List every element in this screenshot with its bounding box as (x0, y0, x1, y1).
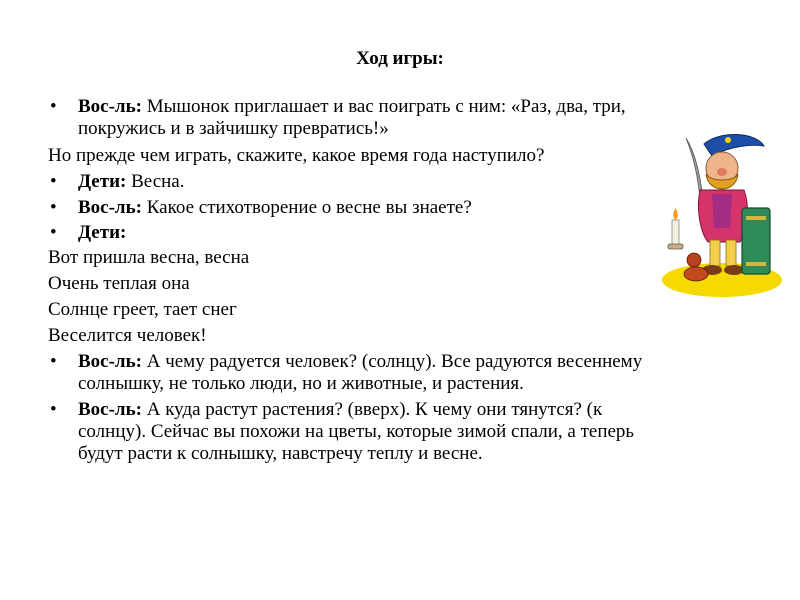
speaker-label: Дети: (78, 171, 127, 192)
item-5 (78, 222, 126, 244)
item-7-line-3: будут расти к солнышку, навстречу теплу и весне. (78, 443, 483, 464)
bullet-marker: • (50, 171, 57, 192)
item-3-text: Весна. (126, 171, 185, 192)
item-6-line-1: А чему радуется человек? (солнцу). Все радуются весеннему (141, 351, 643, 372)
question-line: Но прежде чем играть, скажите, какое время года наступило? (48, 145, 545, 166)
slide-title: Ход игры: (356, 48, 444, 69)
poem-line-4: Веселится человек! (48, 325, 207, 346)
poem-line-3: Солнце греет, тает снег (48, 299, 237, 320)
item-7-line-2: солнцу). Сейчас вы похожи на цветы, которые зимой спали, а теперь (78, 421, 635, 442)
bullet-marker: • (50, 351, 57, 372)
item-6 (78, 351, 642, 373)
speaker-label: Вос-ль: (78, 399, 142, 420)
speaker-label: Вос-ль: (78, 197, 142, 218)
item-4 (78, 197, 472, 219)
mouse-icon (687, 253, 701, 267)
item-6-line-2: солнышку, не только люди, но и животные, и растения. (78, 373, 524, 394)
item-7 (78, 399, 602, 421)
item-7-line-1: А куда растут растения? (вверх). К чему они тянутся? (к (141, 399, 603, 420)
speaker-label: Дети: (78, 222, 127, 243)
speaker-label: Вос-ль: (78, 351, 142, 372)
item-1 (78, 96, 626, 118)
bullet-marker: • (50, 222, 57, 243)
bullet-marker: • (50, 96, 57, 117)
item-4-text: Какое стихотворение о весне вы знаете? (141, 197, 472, 218)
item-1-line-1: Мышонок приглашает и вас поиграть с ним: «Раз, два, три, (141, 96, 626, 117)
item-1-line-2: покружись и в зайчишку превратись!» (78, 118, 389, 139)
quill-icon (686, 138, 703, 198)
poem-line-2: Очень теплая она (48, 273, 190, 294)
flame-icon (673, 208, 678, 220)
bullet-marker: • (50, 197, 57, 218)
poem-line-1: Вот пришла весна, весна (48, 247, 250, 268)
candle-icon (672, 220, 679, 246)
storyteller-gnome-illustration (660, 128, 790, 300)
bullet-marker: • (50, 399, 57, 420)
item-3 (78, 171, 184, 193)
hat-icon (704, 134, 764, 156)
speaker-label: Вос-ль: (78, 96, 142, 117)
